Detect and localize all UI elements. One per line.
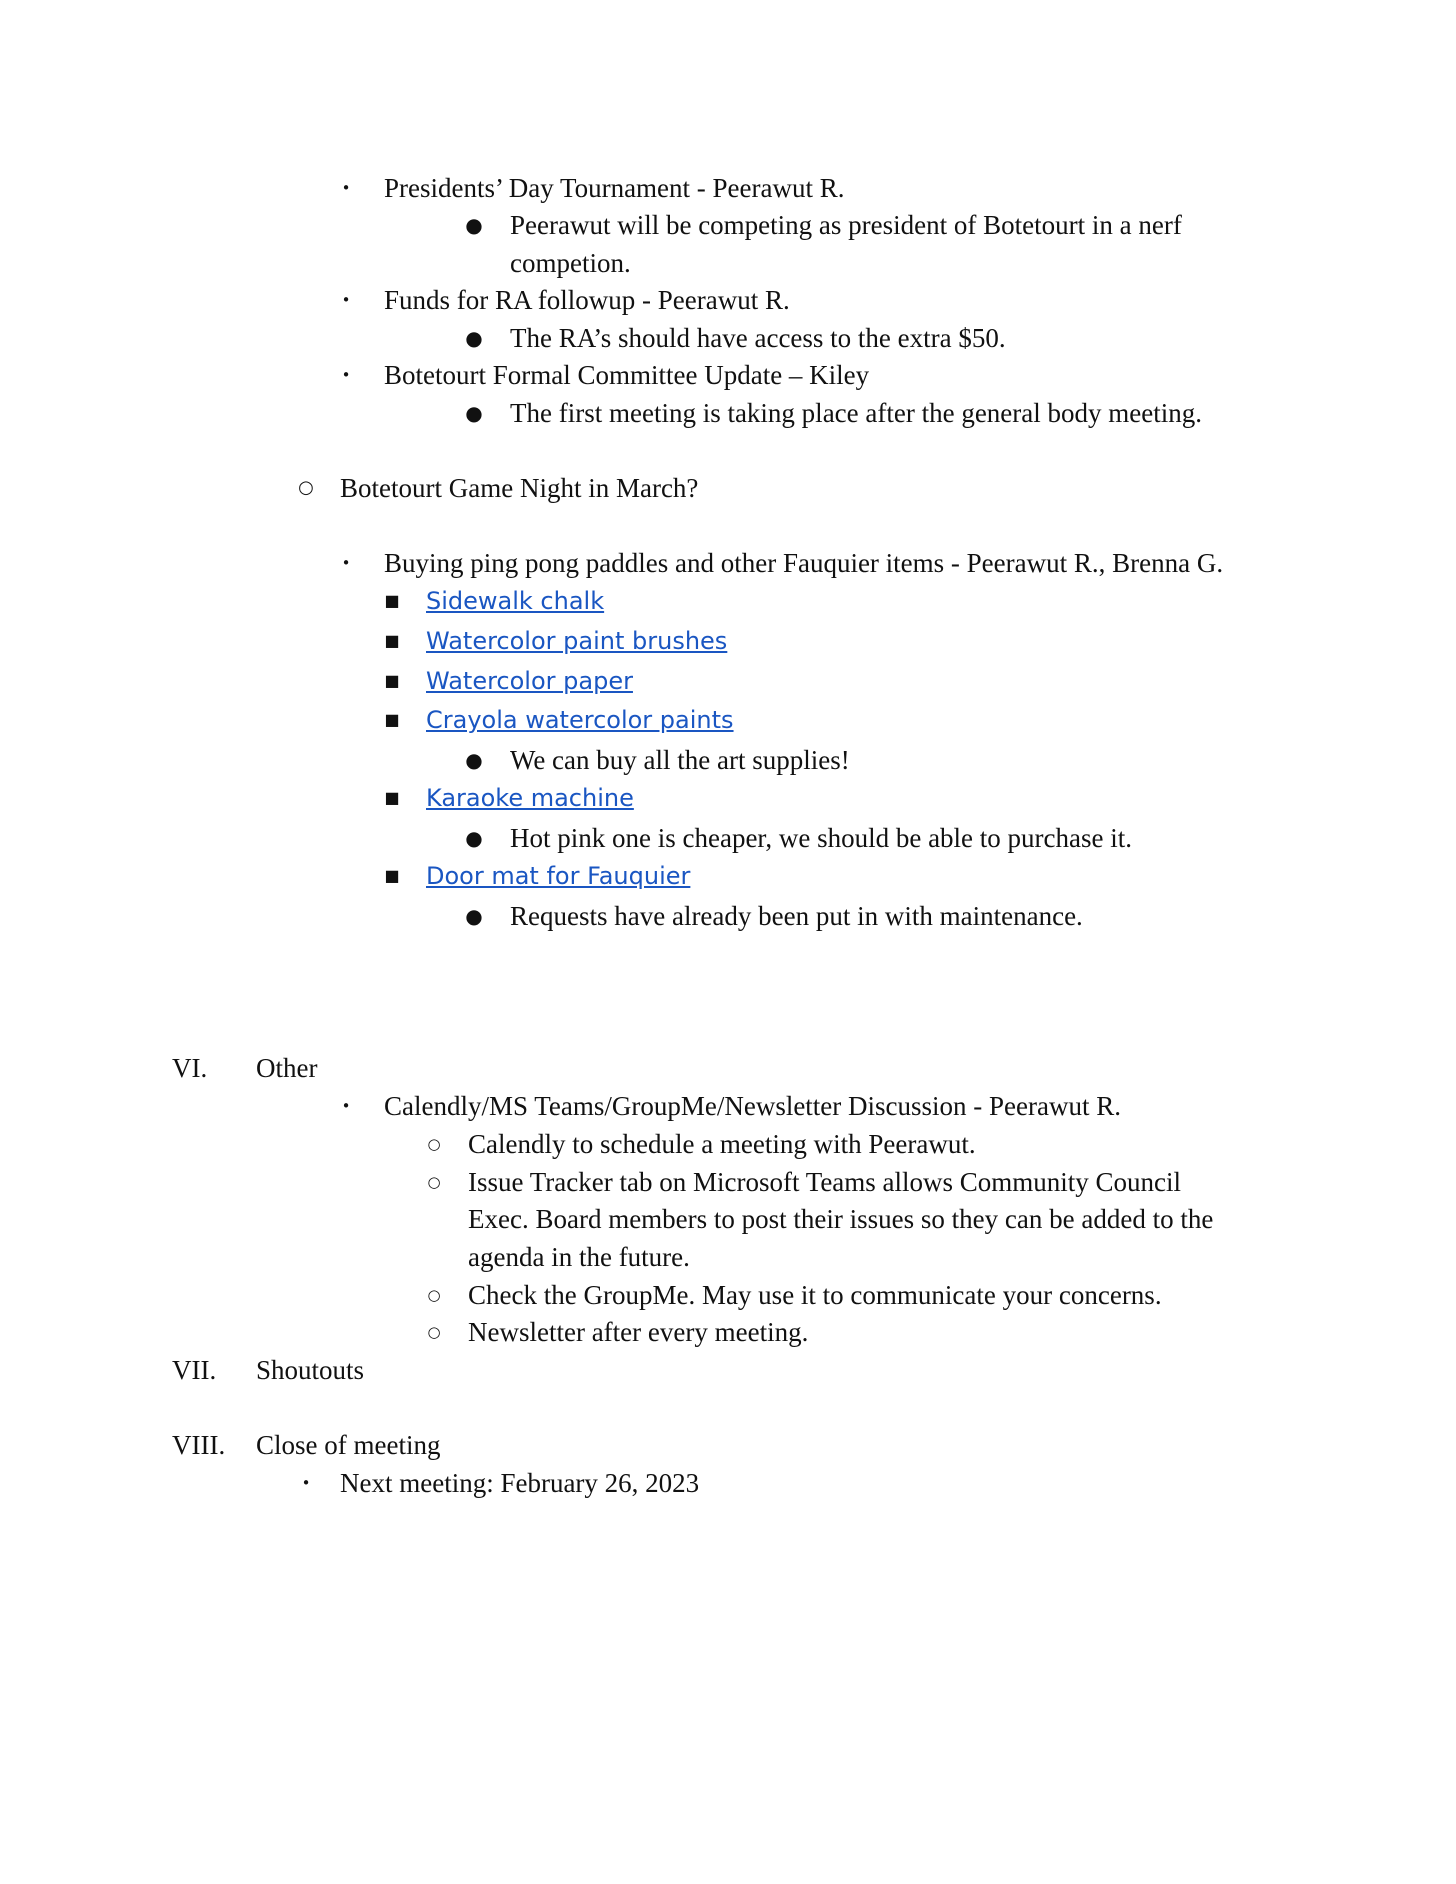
bullet-icon: •	[341, 179, 351, 197]
section-title: Close of meeting	[256, 1430, 441, 1460]
bullet-icon: •	[341, 554, 351, 572]
square-bullet-icon: ■	[384, 591, 400, 610]
circle-bullet-icon: ○	[298, 477, 314, 498]
other-sub: Calendly to schedule a meeting with Peerawut.	[468, 1129, 976, 1159]
game-night-heading: Botetourt Game Night in March?	[340, 473, 699, 503]
link-note: Requests have already been put in with maintenance.	[510, 901, 1083, 931]
item-title: Botetourt Formal Committee Update – Kiley	[384, 360, 870, 390]
link-crayola-watercolor-paints[interactable]: Crayola watercolor paints	[426, 706, 734, 734]
bullet-icon: ●	[465, 213, 483, 237]
bullet-icon: ●	[465, 326, 483, 350]
item-note: The RA’s should have access to the extra $50.	[510, 323, 1006, 353]
square-bullet-icon: ■	[384, 866, 400, 885]
bullet-icon: ●	[465, 826, 483, 850]
bullet-icon: ●	[465, 904, 483, 928]
other-sub: Check the GroupMe. May use it to communicate your concerns.	[468, 1280, 1162, 1310]
other-sub: agenda in the future.	[468, 1242, 690, 1272]
bullet-icon: •	[301, 1474, 311, 1492]
link-sidewalk-chalk[interactable]: Sidewalk chalk	[426, 587, 605, 615]
square-bullet-icon: ■	[384, 631, 400, 650]
section-numeral: VIII.	[172, 1430, 226, 1460]
section-title: Other	[256, 1053, 318, 1083]
link-karaoke-machine[interactable]: Karaoke machine	[426, 784, 634, 812]
bullet-icon: ●	[465, 748, 483, 772]
small-circle-bullet-icon: ○	[427, 1286, 441, 1304]
bullet-icon: •	[341, 291, 351, 309]
buying-title: Buying ping pong paddles and other Fauquier items - Peerawut R., Brenna G.	[384, 548, 1224, 578]
section-title: Shoutouts	[256, 1355, 365, 1385]
item-title: Funds for RA followup - Peerawut R.	[384, 285, 790, 315]
small-circle-bullet-icon: ○	[427, 1135, 441, 1153]
bullet-icon: ●	[465, 401, 483, 425]
square-bullet-icon: ■	[384, 710, 400, 729]
square-bullet-icon: ■	[384, 788, 400, 807]
other-title: Calendly/MS Teams/GroupMe/Newsletter Discussion - Peerawut R.	[384, 1091, 1122, 1121]
section-numeral: VI.	[172, 1053, 208, 1083]
bullet-icon: •	[341, 1097, 351, 1115]
item-note: competion.	[510, 248, 631, 278]
link-door-mat-for-fauquier[interactable]: Door mat for Fauquier	[426, 862, 691, 890]
next-meeting: Next meeting: February 26, 2023	[340, 1468, 700, 1498]
other-sub: Issue Tracker tab on Microsoft Teams allows Community Council	[468, 1167, 1182, 1197]
item-title: Presidents’ Day Tournament - Peerawut R.	[384, 173, 845, 203]
square-bullet-icon: ■	[384, 671, 400, 690]
other-sub: Exec. Board members to post their issues so they can be added to the	[468, 1204, 1214, 1234]
small-circle-bullet-icon: ○	[427, 1323, 441, 1341]
link-note: We can buy all the art supplies!	[510, 745, 850, 775]
other-sub: Newsletter after every meeting.	[468, 1317, 809, 1347]
section-numeral: VII.	[172, 1355, 217, 1385]
small-circle-bullet-icon: ○	[427, 1173, 441, 1191]
item-note: Peerawut will be competing as president of Botetourt in a nerf	[510, 210, 1182, 240]
link-watercolor-paper[interactable]: Watercolor paper	[426, 667, 633, 695]
link-watercolor-paint-brushes[interactable]: Watercolor paint brushes	[426, 627, 728, 655]
bullet-icon: •	[341, 366, 351, 384]
link-note: Hot pink one is cheaper, we should be able to purchase it.	[510, 823, 1132, 853]
item-note: The first meeting is taking place after the general body meeting.	[510, 398, 1202, 428]
